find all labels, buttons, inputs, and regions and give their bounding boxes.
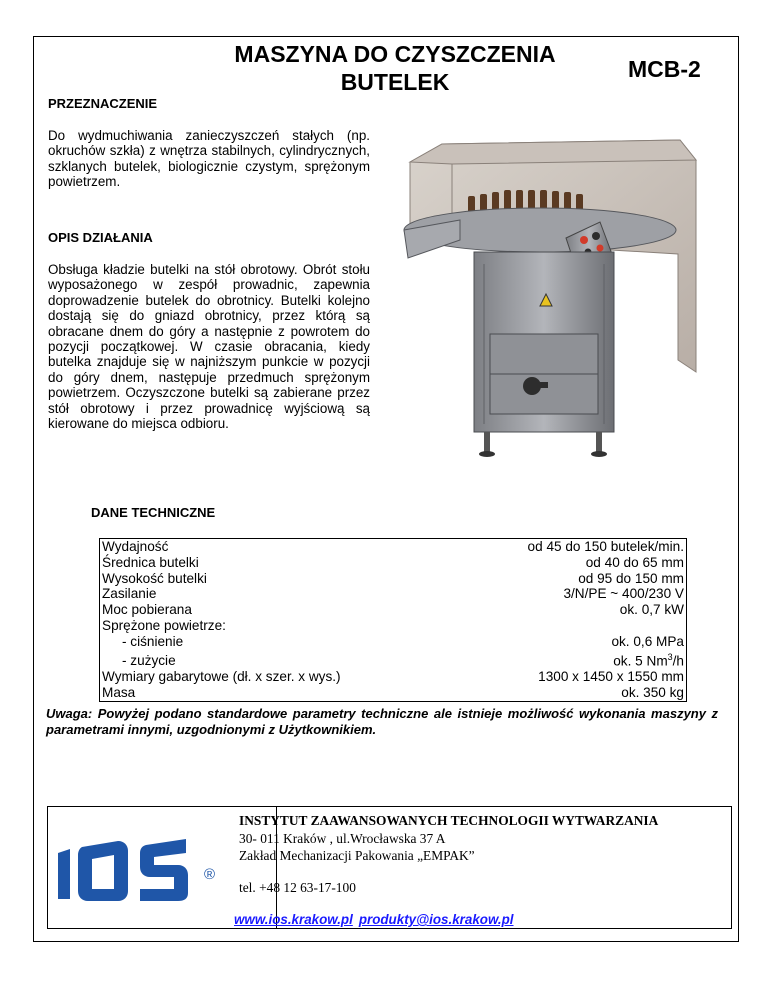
- spec-value: od 95 do 150 mm: [451, 571, 686, 587]
- department-name: Zakład Mechanizacji Pakowania „EMPAK”: [239, 848, 475, 863]
- specs-note: Uwaga: Powyżej podano standardowe parametry techniczne ale istnieje możliwość wykonania maszyny z parametrami innymi, uzgodnionymi z Użytkownikiem.: [46, 706, 718, 737]
- spec-label: Sprężone powietrze:: [100, 618, 452, 634]
- model-code: MCB-2: [628, 56, 701, 82]
- spec-row: [100, 650, 687, 669]
- title-line-1: MASZYNA DO CZYSZCZENIA: [234, 41, 556, 67]
- spec-row: [100, 602, 687, 618]
- registered-mark: ®: [204, 866, 216, 883]
- spec-row: [100, 669, 687, 685]
- spec-label: Masa: [100, 685, 452, 701]
- spec-value: [451, 618, 686, 634]
- spec-row: [100, 618, 687, 634]
- purpose-heading: PRZEZNACZENIE: [48, 96, 158, 111]
- spec-label: Wydajność: [100, 539, 452, 555]
- spec-value: ok. 0,7 kW: [451, 602, 686, 618]
- spec-label: Wymiary gabarytowe (dł. x szer. x wys.): [100, 669, 452, 685]
- website-link[interactable]: www.ios.krakow.pl: [234, 912, 353, 927]
- spec-label: Wysokość butelki: [100, 571, 452, 587]
- spec-label: Zasilanie: [100, 586, 452, 602]
- spec-label: Moc pobierana: [100, 602, 452, 618]
- purpose-text: Do wydmuchiwania zanieczyszczeń stałych (np. okruchów szkła) z wnętrza stabilnych, cylindrycznych, szklanych butelek, biologicznie czystym, sprężonym powietrzem.: [48, 128, 370, 190]
- specs-heading: DANE TECHNICZNE: [91, 505, 216, 520]
- spec-label: - ciśnienie: [100, 634, 452, 650]
- spec-row: [100, 634, 687, 650]
- spec-row: [100, 586, 687, 602]
- contact-links: [234, 912, 520, 927]
- institute-name: INSTYTUT ZAAWANSOWANYCH TECHNOLOGII WYTWARZANIA: [239, 813, 659, 828]
- phone-number: tel. +48 12 63-17-100: [239, 880, 356, 895]
- machine-photo: [400, 134, 698, 474]
- spec-row: [100, 555, 687, 571]
- page-title: [200, 40, 590, 96]
- operation-heading: OPIS DZIAŁANIA: [48, 230, 153, 245]
- ios-logo-icon: [54, 839, 224, 903]
- spec-value: od 40 do 65 mm: [451, 555, 686, 571]
- spec-label: - zużycie: [100, 650, 452, 669]
- title-line-2: BUTELEK: [340, 69, 450, 95]
- specs-table: [99, 538, 687, 702]
- email-link[interactable]: produkty@ios.krakow.pl: [358, 912, 514, 927]
- spec-value: 1300 x 1450 x 1550 mm: [451, 669, 686, 685]
- spec-row: [100, 685, 687, 701]
- spec-label: Średnica butelki: [100, 555, 452, 571]
- spec-value: od 45 do 150 butelek/min.: [451, 539, 686, 555]
- spec-value: ok. 5 Nm$^3$/h: [451, 650, 686, 669]
- spec-row: [100, 539, 687, 555]
- spec-value: 3/N/PE ~ 400/230 V: [451, 586, 686, 602]
- institute-address: 30- 011 Kraków , ul.Wrocławska 37 A: [239, 831, 446, 846]
- spec-value: ok. 0,6 MPa: [451, 634, 686, 650]
- spec-row: [100, 571, 687, 587]
- spec-value: ok. 350 kg: [451, 685, 686, 701]
- operation-text: Obsługa kładzie butelki na stół obrotowy. Obrót stołu wyposażonego w zespół prowadnic, zapewnia doprowadzenie butelek do obrotnicy. Butelki kolejno dostają się do gniazd obrotnicy, przez którą są obracane dnem do góry a następnie z powrotem do pozycji początkowej. W czasie obracania, kiedy butelka znajduje się w najniższym punkcie w pozycji do góry dnem, następuje przedmuch sprężonym powietrzem. Oczyszczone butelki są zabierane przez stół obrotowy i przez prowadnicę wyjściową są kierowane do miejsca odbioru.: [48, 262, 370, 432]
